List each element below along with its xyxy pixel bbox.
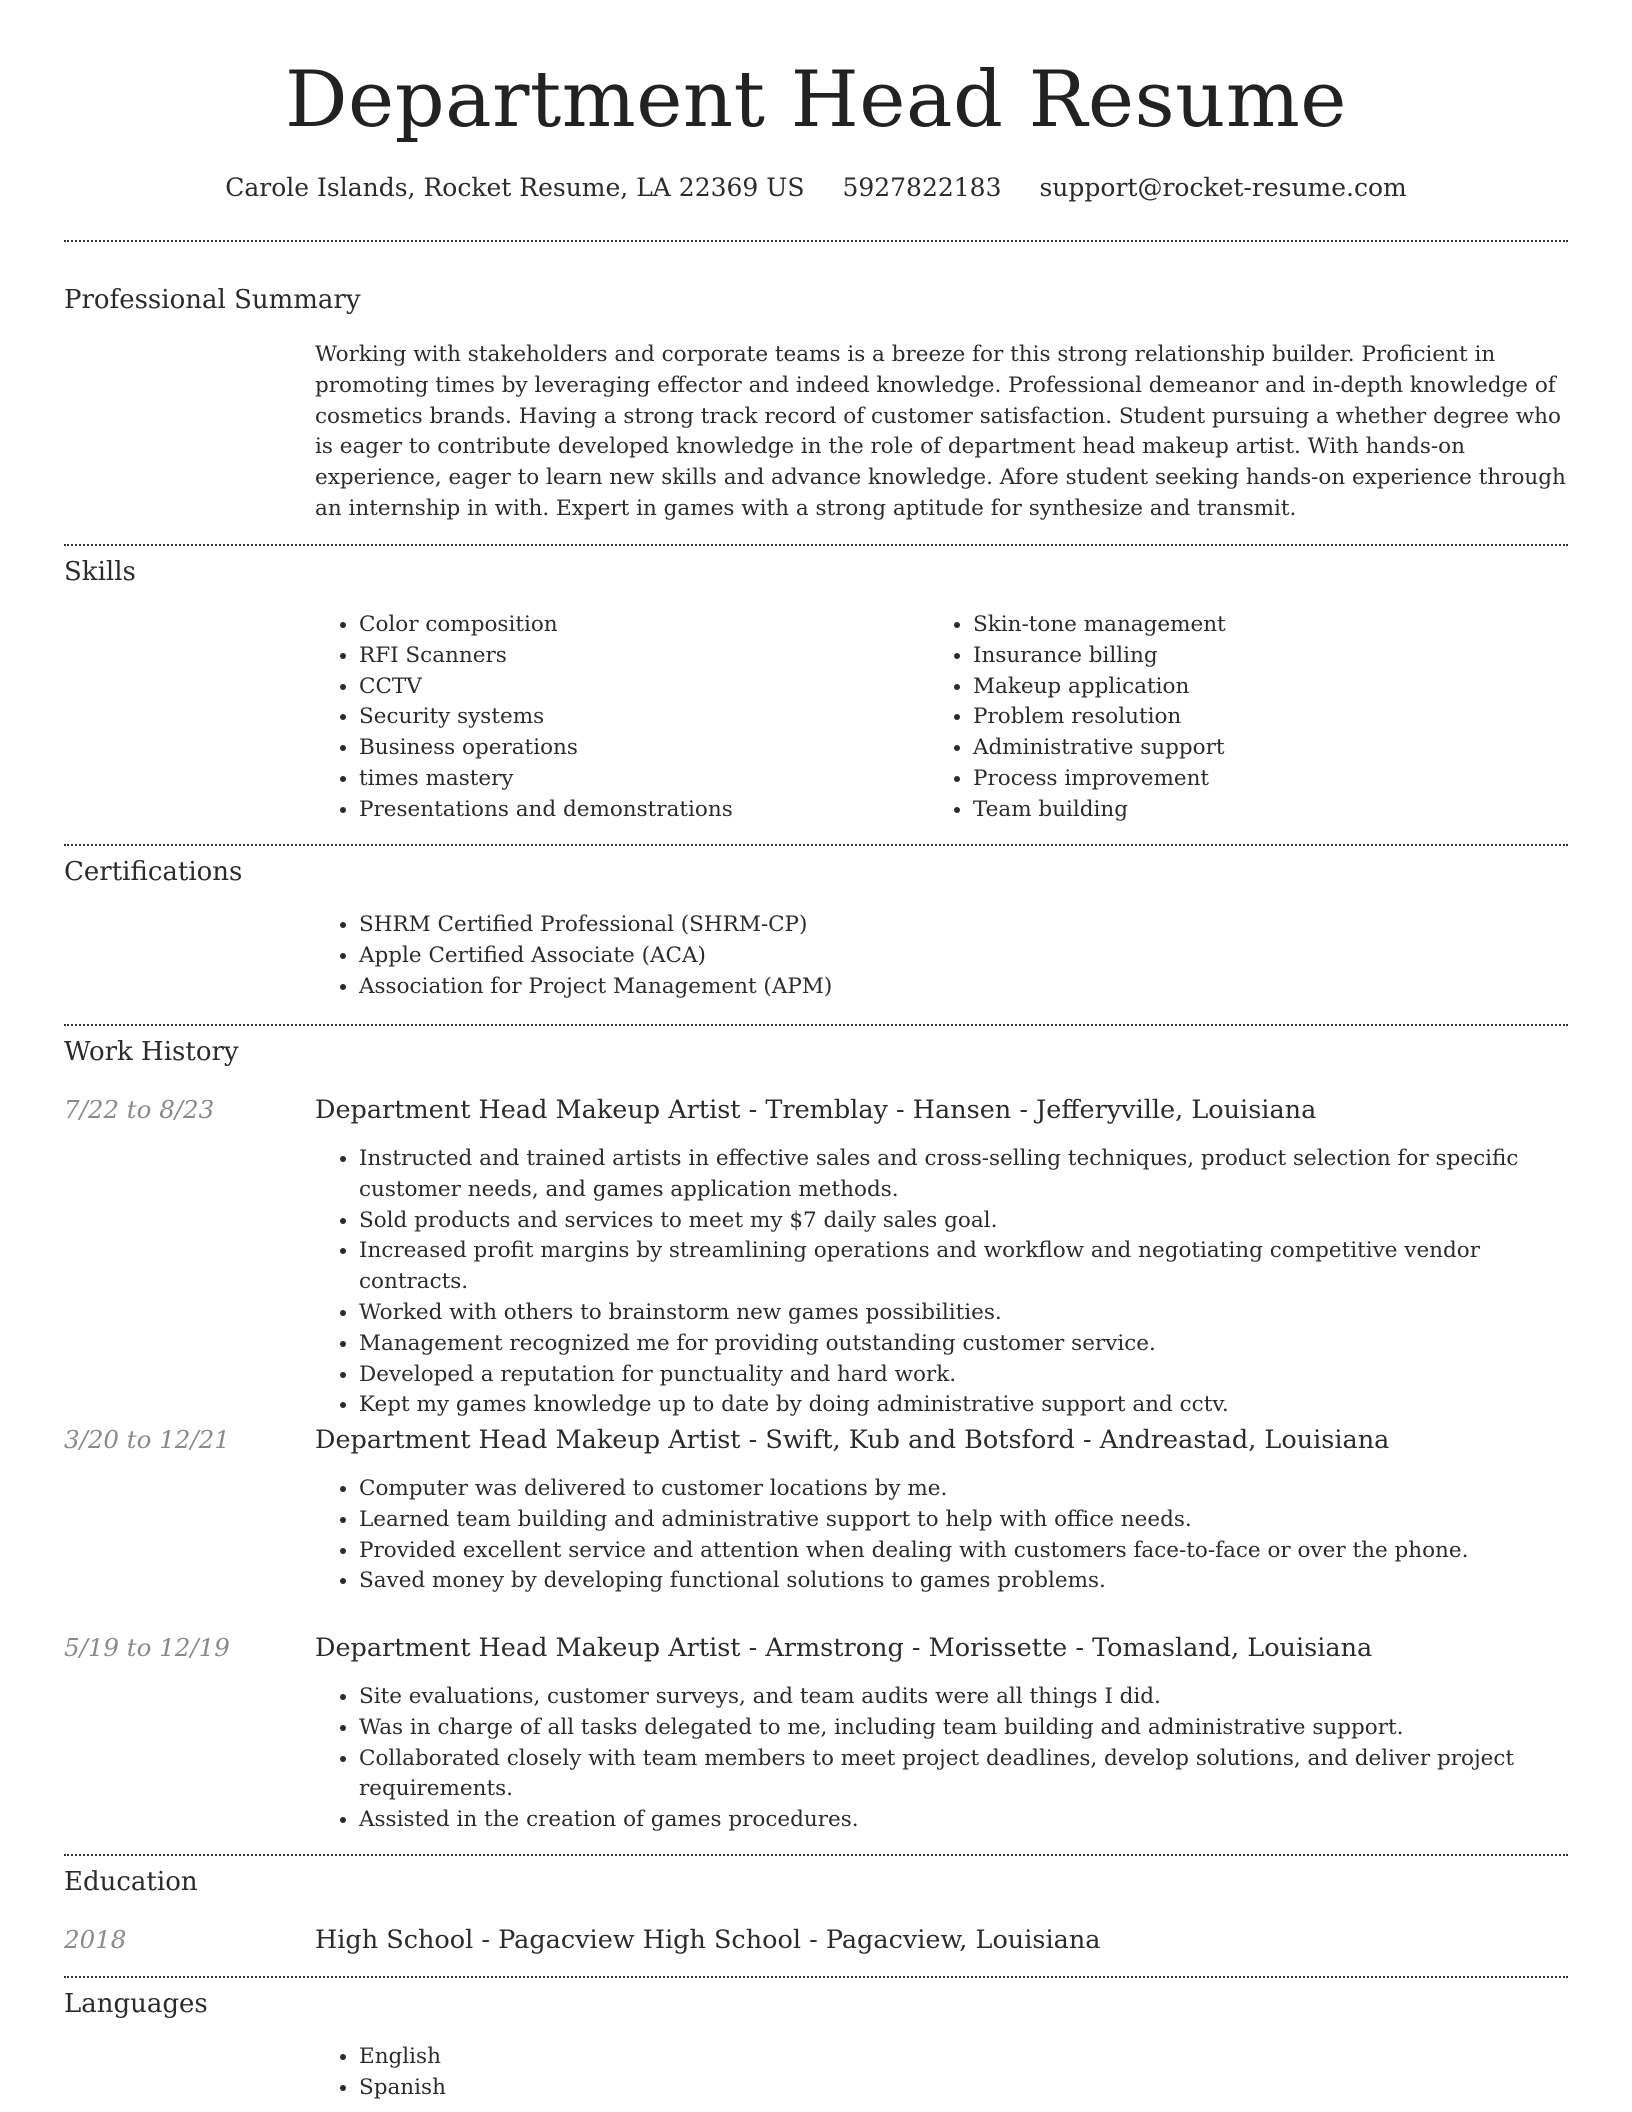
job-bullet: • Worked with others to brainstorm new games possibilities. (359, 1298, 1575, 1329)
job-bullets (315, 1474, 1575, 1597)
contact-line (0, 168, 1632, 208)
job-bullet: • Kept my games knowledge up to date by doing administrative support and cctv. (359, 1390, 1575, 1421)
skill-item: • Team building (973, 795, 1569, 826)
contact-phone: 5927822183 (842, 173, 1002, 202)
language-item: • English (359, 2042, 1575, 2073)
work-history-heading: Work History (64, 1037, 239, 1067)
certifications-list (315, 910, 1575, 1002)
section-divider (64, 844, 1568, 846)
certification-item: • Apple Certified Associate (ACA) (359, 941, 1575, 972)
skill-item: • times mastery (359, 764, 915, 795)
job-bullets (315, 1144, 1575, 1421)
skill-item: • Problem resolution (973, 702, 1569, 733)
section-divider (64, 544, 1568, 546)
job-bullet: • Developed a reputation for punctuality and hard work. (359, 1360, 1575, 1391)
job-bullet: • Learned team building and administrative support to help with office needs. (359, 1505, 1575, 1536)
job-dates: 3/20 to 12/21 (64, 1425, 230, 1454)
education-heading: Education (64, 1867, 198, 1897)
job-bullet: • Management recognized me for providing outstanding customer service. (359, 1329, 1575, 1360)
skill-item: • Security systems (359, 702, 915, 733)
job-bullet: • Site evaluations, customer surveys, and team audits were all things I did. (359, 1682, 1575, 1713)
skill-item: • Administrative support (973, 733, 1569, 764)
job-bullet: • Collaborated closely with team members to meet project deadlines, develop solutions, and deliver project requirements. (359, 1744, 1575, 1806)
education-heading-line: High School - Pagacview High School - Pagacview, Louisiana (315, 1925, 1101, 1955)
section-divider (64, 1854, 1568, 1856)
job-bullet: • Was in charge of all tasks delegated to me, including team building and administrative support. (359, 1713, 1575, 1744)
languages-list (315, 2042, 1575, 2104)
skill-item: • Insurance billing (973, 641, 1569, 672)
skill-item: • CCTV (359, 672, 915, 703)
contact-email: support@rocket-resume.com (1039, 173, 1407, 202)
job-bullet: • Instructed and trained artists in effective sales and cross-selling techniques, product selection for specific customer needs, and games application methods. (359, 1144, 1575, 1206)
contact-address: Carole Islands, Rocket Resume, LA 22369 US (225, 173, 805, 202)
skill-item: • RFI Scanners (359, 641, 915, 672)
job-bullet: • Sold products and services to meet my $7 daily sales goal. (359, 1206, 1575, 1237)
job-bullet: • Provided excellent service and attention when dealing with customers face-to-face or over the phone. (359, 1536, 1575, 1567)
language-item: • Spanish (359, 2073, 1575, 2104)
certification-item: • Association for Project Management (APM) (359, 972, 1575, 1003)
skill-item: • Makeup application (973, 672, 1569, 703)
skill-item: • Business operations (359, 733, 915, 764)
job-heading: Department Head Makeup Artist - Armstrong - Morissette - Tomasland, Louisiana (315, 1633, 1373, 1663)
skill-item: • Presentations and demonstrations (359, 795, 915, 826)
job-bullet: • Saved money by developing functional solutions to games problems. (359, 1566, 1575, 1597)
languages-heading: Languages (64, 1989, 208, 2019)
skills-right-column (929, 610, 1569, 826)
skill-item: • Skin-tone management (973, 610, 1569, 641)
certifications-heading: Certifications (64, 857, 243, 887)
job-bullets (315, 1682, 1575, 1836)
skills-heading: Skills (64, 557, 136, 587)
job-bullet: • Assisted in the creation of games procedures. (359, 1805, 1575, 1836)
skill-item: • Process improvement (973, 764, 1569, 795)
skill-item: • Color composition (359, 610, 915, 641)
skills-left-column (315, 610, 915, 826)
resume-title: Department Head Resume (285, 55, 1347, 145)
summary-heading: Professional Summary (64, 285, 361, 315)
job-bullet: • Computer was delivered to customer locations by me. (359, 1474, 1575, 1505)
job-dates: 7/22 to 8/23 (64, 1095, 215, 1124)
job-heading: Department Head Makeup Artist - Swift, Kub and Botsford - Andreastad, Louisiana (315, 1425, 1390, 1455)
section-divider (64, 1024, 1568, 1026)
section-divider (64, 1976, 1568, 1978)
job-dates: 5/19 to 12/19 (64, 1633, 230, 1662)
education-year: 2018 (64, 1925, 127, 1954)
certification-item: • SHRM Certified Professional (SHRM-CP) (359, 910, 1575, 941)
section-divider (64, 240, 1568, 242)
job-heading: Department Head Makeup Artist - Tremblay - Hansen - Jefferyville, Louisiana (315, 1095, 1317, 1125)
job-bullet: • Increased profit margins by streamlining operations and workflow and negotiating competitive vendor contracts. (359, 1236, 1575, 1298)
summary-text: Working with stakeholders and corporate teams is a breeze for this strong relationship builder. Proficient in promoting times by leveraging effector and indeed knowledge. Professional demeanor and in-depth knowledge of cosmetics brands. Having a strong track record of customer satisfaction. Student pursuing a whether degree who is eager to contribute developed knowledge in the role of department head makeup artist. With hands-on experience, eager to learn new skills and advance knowledge. Afore student seeking hands-on experience through an internship in with. Expert in games with a strong aptitude for synthesize and transmit. (315, 342, 1566, 521)
